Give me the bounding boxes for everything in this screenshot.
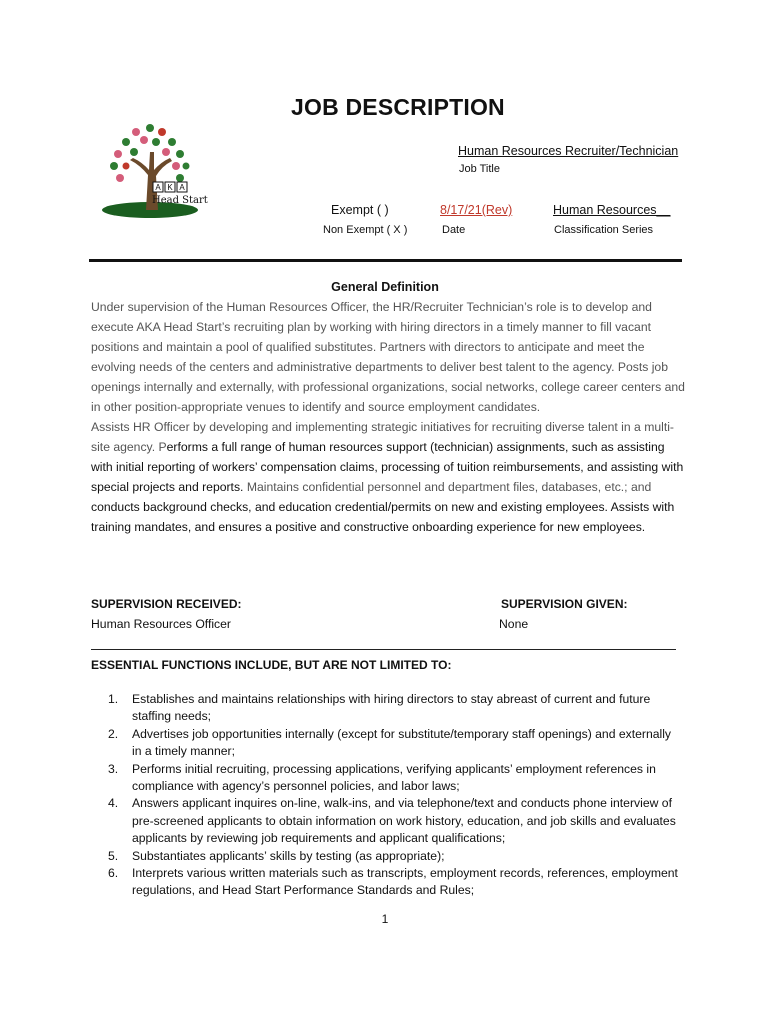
svg-text:A: A [155,183,161,192]
list-item: 3. Performs initial recruiting, processing applications, verifying applicants’ employment references in compliance with agency’s personnel policies, and labor laws; [108,761,656,794]
classification-value: Human Resources__ [553,203,671,217]
classification-label: Classification Series [554,224,654,236]
general-definition-paragraph-1: Under supervision of the Human Resources Officer, the HR/Recruiter Technician’s role is to develop and execute AKA Head Start’s recruiting plan by working with hiring directors in a timely manner to fill vacant positions and maintain a pool of qualified substitutes. Partners with directors to anticipate and meet the evolving needs of the centers and administrative departments to deliver best talent to the agency. Posts job openings internally and externally, with professional organizations, social networks, college career centers and in other position-appropriate venues to identify and source employment candidates. [91,300,685,414]
general-definition-paragraph-2: Assists HR Officer by developing and implementing strategic initiatives for recruiting diverse talent in a multi-site agency. Performs a full range of human resources support (technician) assignments, such as assisting with initial reporting of workers’ compensation claims, processing of tuition reimbursements, and assisting with special projects and reports. Maintains confidential personnel and department files, databases, etc.; and conducts background checks, and education credential/permits on new and existing employees. Assists with training mandates, and ensures a positive and constructive onboarding experience for new employees. [91,420,684,534]
list-item: 2. Advertises job opportunities internally (except for substitute/temporary staff openings) and externally in a timely manner; [108,726,672,759]
supervision-received-value: Human Resources Officer [91,617,231,631]
supervision-given-value: None [499,617,529,631]
supervision-given-heading: SUPERVISION GIVEN: [501,597,628,611]
essential-functions-list [108,691,678,900]
essential-functions-heading: ESSENTIAL FUNCTIONS INCLUDE, BUT ARE NOT LIMITED TO: [91,658,452,672]
non-exempt-field: Non Exempt ( X ) [323,224,408,236]
page-title: JOB DESCRIPTION [291,94,505,120]
job-title-value: Human Resources Recruiter/Technician [458,144,679,158]
svg-text:Head Start: Head Start [152,195,208,206]
list-item: 4. Answers applicant inquires on-line, walk-ins, and via telephone/text and conducts phone interview of pre-screened applicants to obtain information on work history, education, and job skills and evaluates applicants by reviewing job requirements and applicant qualifications; [108,796,676,846]
list-item: 5. Substantiates applicants’ skills by testing (as appropriate); [108,848,445,863]
job-title-label: Job Title [459,163,500,175]
list-item: 1. Establishes and maintains relationships with hiring directors to stay abreast of current and future staffing needs; [108,692,651,724]
date-value: 8/17/21(Rev) [440,203,513,217]
general-definition-body [91,297,686,537]
page-number: 1 [381,912,389,926]
supervision-received-heading: SUPERVISION RECEIVED: [91,597,242,611]
general-definition-heading: General Definition [331,280,439,294]
head-start-logo [100,120,212,218]
exempt-field: Exempt ( ) [331,203,389,217]
section-divider [91,649,676,650]
svg-text:K: K [167,183,173,192]
header-divider [89,259,682,262]
date-label: Date [442,224,466,236]
svg-text:A: A [179,183,185,192]
list-item: 6. Interprets various written materials such as transcripts, employment records, references, employment regulations, and Head Start Performance Standards and Rules; [108,866,678,898]
